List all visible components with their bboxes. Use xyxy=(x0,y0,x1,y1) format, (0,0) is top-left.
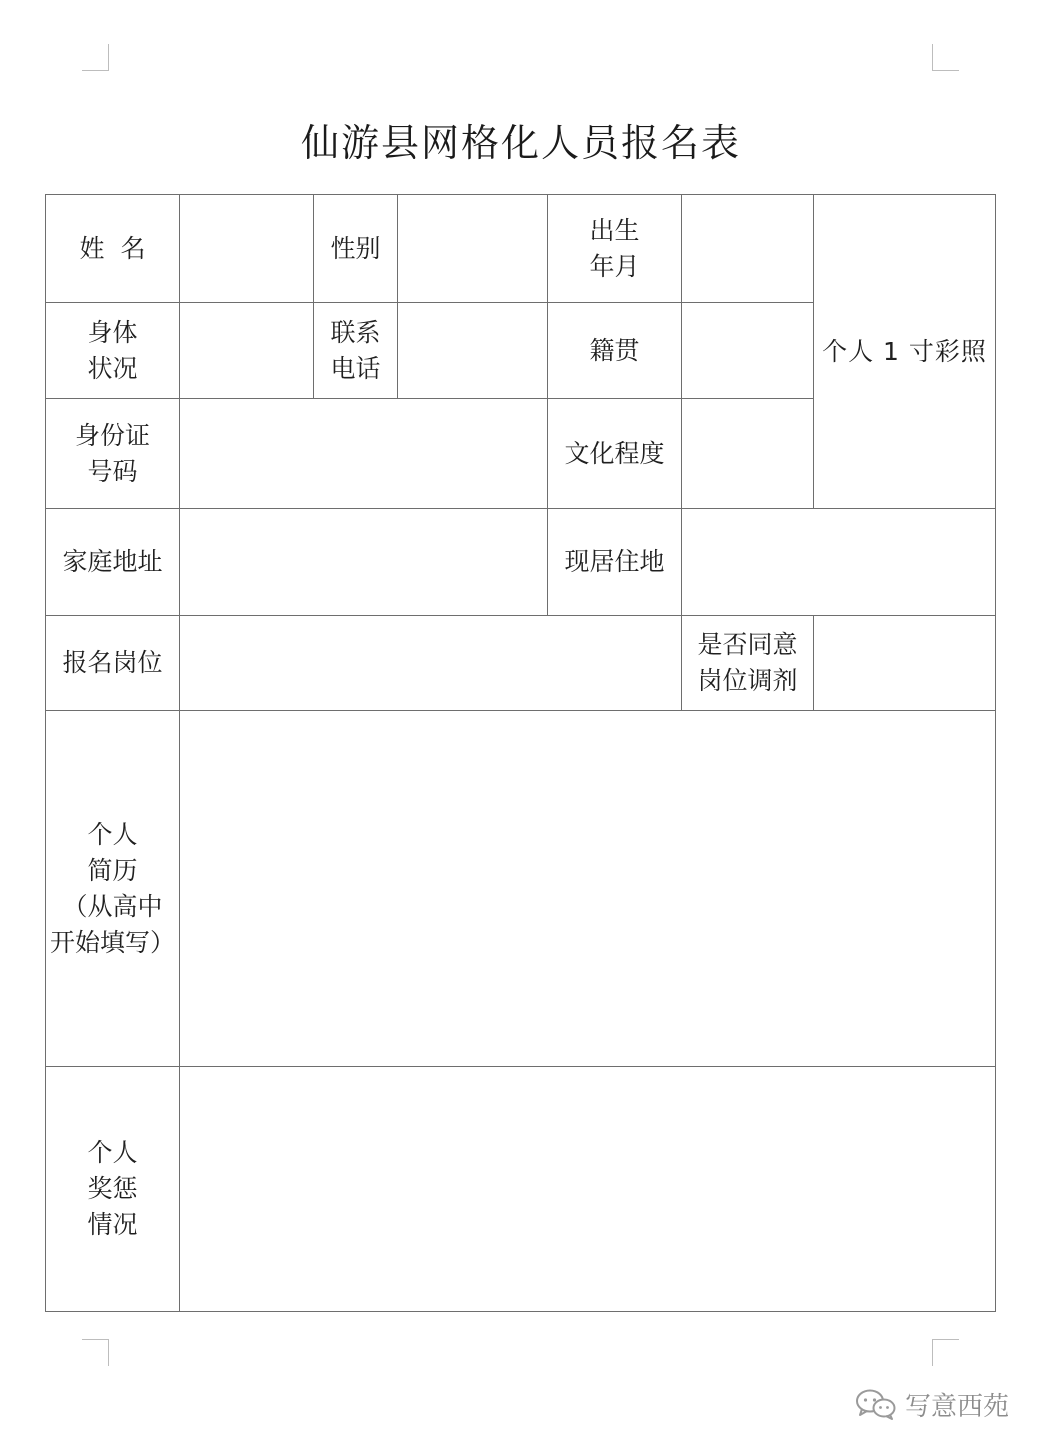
photo-box[interactable]: 个人 1 寸彩照 xyxy=(814,195,996,509)
gender-label: 性别 xyxy=(314,195,398,303)
registration-form-table xyxy=(45,194,996,1312)
page-title: 仙游县网格化人员报名表 xyxy=(300,121,741,165)
rewards-field[interactable] xyxy=(180,1067,996,1312)
phone-field[interactable] xyxy=(398,303,548,399)
position-label: 报名岗位 xyxy=(46,616,180,711)
position-field[interactable] xyxy=(180,616,682,711)
watermark xyxy=(855,1386,1009,1422)
education-field[interactable] xyxy=(682,399,814,509)
current-residence-field[interactable] xyxy=(682,509,996,616)
resume-label: 个人 简历 （从高中 开始填写） xyxy=(46,711,180,1067)
crop-mark-bottom-left xyxy=(82,1339,109,1366)
crop-mark-top-left xyxy=(82,44,109,71)
name-field[interactable] xyxy=(180,195,314,303)
home-address-field[interactable] xyxy=(180,509,548,616)
crop-mark-top-right xyxy=(932,44,959,71)
wechat-icon xyxy=(855,1388,897,1420)
native-place-field[interactable] xyxy=(682,303,814,399)
current-residence-label: 现居住地 xyxy=(548,509,682,616)
health-field[interactable] xyxy=(180,303,314,399)
adjustment-consent-field[interactable] xyxy=(814,616,996,711)
resume-field[interactable] xyxy=(180,711,996,1067)
watermark-text: 写意西苑 xyxy=(905,1391,1010,1422)
education-label: 文化程度 xyxy=(548,399,682,509)
native-place-label: 籍贯 xyxy=(548,303,682,399)
adjustment-consent-label: 是否同意 岗位调剂 xyxy=(682,616,814,711)
crop-mark-bottom-right xyxy=(932,1339,959,1366)
health-label: 身体 状况 xyxy=(46,303,180,399)
name-label: 姓 名 xyxy=(46,195,180,303)
id-number-label: 身份证 号码 xyxy=(46,399,180,509)
home-address-label: 家庭地址 xyxy=(46,509,180,616)
birth-label: 出生 年月 xyxy=(548,195,682,303)
gender-field[interactable] xyxy=(398,195,548,303)
rewards-label: 个人 奖惩 情况 xyxy=(46,1067,180,1312)
phone-label: 联系 电话 xyxy=(314,303,398,399)
birth-field[interactable] xyxy=(682,195,814,303)
id-number-field[interactable] xyxy=(180,399,548,509)
